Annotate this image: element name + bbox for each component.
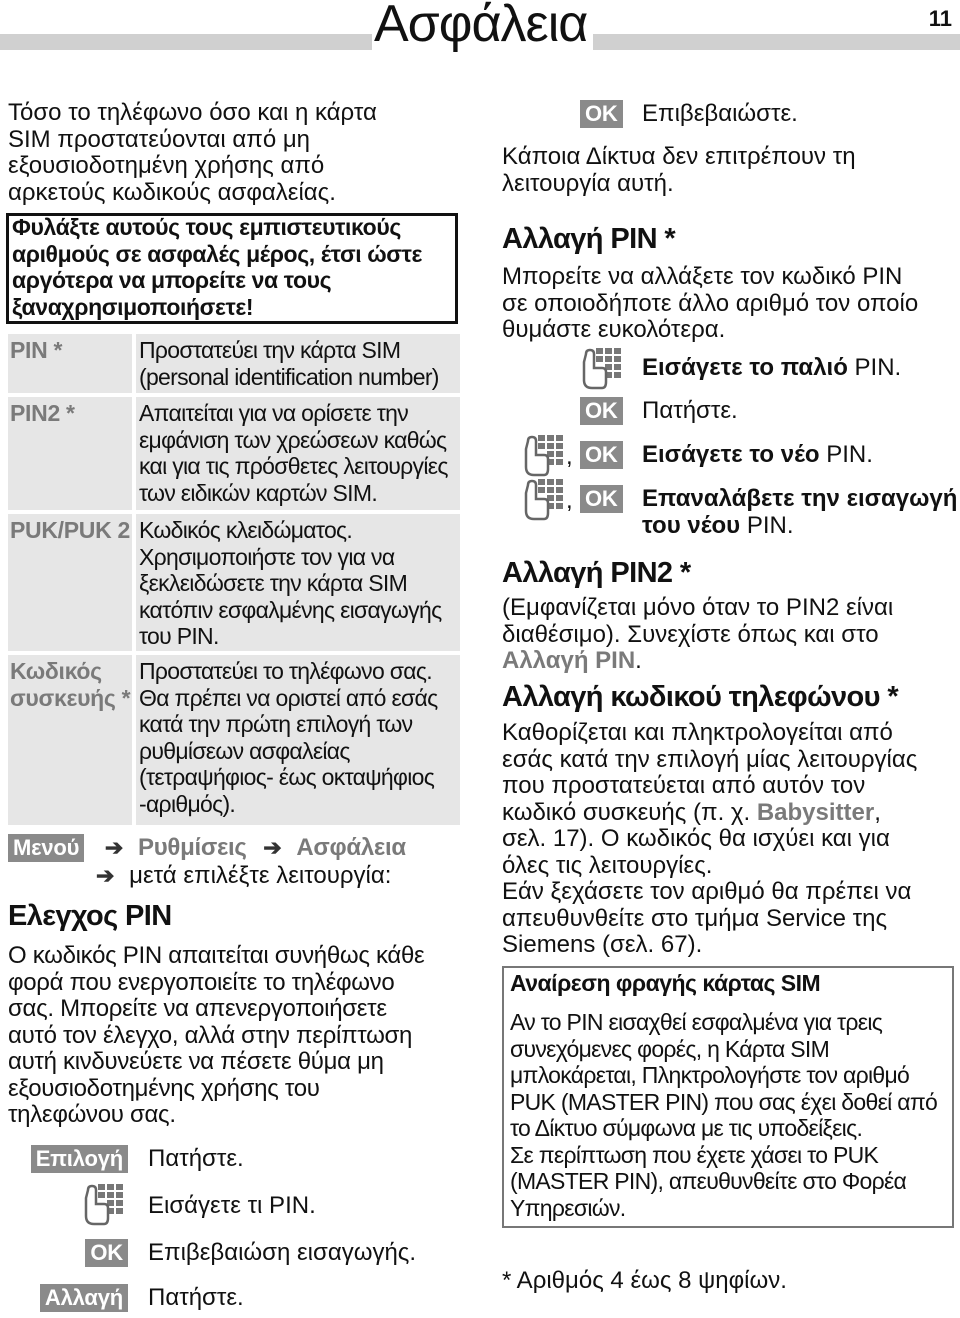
ok-softkey[interactable]: OK [580, 485, 623, 513]
ok-softkey-wrap [580, 441, 623, 469]
ok-softkey-wrap [85, 1239, 128, 1267]
page-number: 11 [928, 6, 952, 31]
menu-softkey[interactable]: Μενού [8, 834, 84, 862]
change-softkey[interactable]: Αλλαγή [40, 1284, 128, 1312]
ok-softkey-wrap [580, 485, 623, 513]
step-text: Επαναλάβετε την εισαγωγή του νέου PIN. [642, 485, 958, 539]
note-text: Φυλάξτε αυτούς τους εμπιστευτικούς αριθμούς σε ασφαλές μέρος, έτσι ώστε αργότερα να μπορείτε να τους ξαναχρησιμοποιήσετε! [12, 214, 422, 320]
intro-paragraph: Τόσο το τηλέφωνο όσο και η κάρτα SIM προστατεύονται από μη εξουσιοδοτημένη χρήσης από αρκετούς κωδικούς ασφαλείας. [8, 99, 377, 206]
step-text: Εισάγετε τι PIN. [148, 1192, 316, 1219]
option-softkey[interactable]: Επιλογή [31, 1145, 128, 1173]
step-text: Επιβεβαιώστε. [642, 100, 798, 127]
arrow-right-icon: ➔ [104, 835, 124, 860]
def-desc-puk: Κωδικός κλειδώματος. Χρησιμοποιήστε τον για να ξεκλειδώσετε την κάρτα SIM κατόπιν εσφαλμένης εισαγωγής του PIN. [139, 517, 442, 649]
step-text: Εισάγετε το νέο PIN. [642, 441, 873, 468]
comma: , [566, 487, 573, 514]
menu-path [8, 834, 406, 862]
menu-path-cont: ➔ μετά επιλέξτε λειτουργία: [96, 862, 392, 889]
keypad-icon [580, 346, 624, 390]
step-text: Πατήστε. [642, 397, 738, 424]
ok-softkey[interactable]: OK [580, 100, 623, 128]
change-softkey-wrap [40, 1284, 128, 1312]
sim-unlock-body: Αν το PIN εισαχθεί εσφαλμένα για τρεις συνεχόμενες φορές, η Κάρτα SIM μπλοκάρεται, Πληκτρολογήστε τον αριθμό PUK (MASTER PIN) που σας έχει δοθεί από το Δίκτυο σύμφωνα με τις υποδείξεις. Σε περίπτωση που έχετε χάσει το PUK (MASTER PIN), απευθυνθείτε στο Φορέα Υπηρεσιών. [510, 1009, 938, 1221]
settings-link[interactable]: Ρυθμίσεις [138, 834, 247, 861]
def-term-device-code: Κωδικός συσκευής * [10, 658, 131, 711]
ok-softkey[interactable]: OK [85, 1239, 128, 1267]
step-text: Εισάγετε το παλιό PIN. [642, 354, 902, 381]
def-desc-device-code: Προστατεύει το τηλέφωνο σας. Θα πρέπει να οριστεί από εσάς κατά την πρώτη επιλογή των ρυθμίσεων ασφαλείας (τετραψήφιος- έως οκταψήφιος -αριθμός). [139, 658, 438, 817]
pin-check-heading: Ελεγχος PIN [8, 900, 172, 932]
ok-softkey[interactable]: OK [580, 397, 623, 425]
step-text: Πατήστε. [148, 1145, 244, 1172]
pin-check-body: Ο κωδικός PIN απαιτείται συνήθως κάθε φορά που ενεργοποιείτε το τηλέφωνο σας. Μπορείτε να απενεργοποιήσετε αυτό τον έλεγχο, αλλά στην περίπτωση αυτή κινδυνεύετε να πέσετε θύμα μη εξουσιοδοτημένης χρήσης του τηλεφώνου σας. [8, 942, 425, 1128]
change-pin2-body: (Εμφανίζεται μόνο όταν το PIN2 είναι διαθέσιμο). Συνεχίστε όπως και στο Αλλαγή PIN. [502, 594, 894, 674]
keypad-icon [82, 1182, 126, 1226]
option-softkey-wrap [31, 1145, 128, 1173]
change-pin2-heading: Αλλαγή PIN2 * [502, 557, 691, 589]
ok-softkey-wrap [580, 100, 623, 128]
def-desc-pin: Προστατεύει την κάρτα SIM (personal identification number) [139, 337, 439, 390]
change-pin-body: Μπορείτε να αλλάξετε τον κωδικό PIN σε οποιοδήποτε άλλο αριθμό τον οποίο θυμάστε ευκολότερα. [502, 263, 919, 343]
page-title: Ασφάλεια [372, 0, 593, 54]
def-term-pin2: PIN2 * [10, 400, 75, 426]
change-code-heading: Αλλαγή κωδικού τηλεφώνου * [502, 681, 899, 713]
change-code-body: Καθορίζεται και πληκτρολογείται από εσάς κατά την επιλογή μίας λειτουργίας που προστατεύεται από αυτόν τον κωδικό συσκευής (π. χ. Babysitter, σελ. 17). Ο κωδικός θα ισχύει και για όλες τις λειτουργίες. Εάν ξεχάσετε τον αριθμό θα πρέπει να απευθυνθείτε στο τμήμα Service της Siemens (σελ. 67). [502, 719, 918, 958]
comma: , [566, 443, 573, 470]
step-text: Επιβεβαιώση εισαγωγής. [148, 1239, 417, 1266]
def-term-puk: PUK/PUK 2 [10, 517, 130, 543]
sim-unlock-title: Αναίρεση φραγής κάρτας SIM [510, 970, 821, 996]
babysitter-link[interactable]: Babysitter [756, 798, 875, 826]
def-desc-pin2: Απαιτείται για να ορίσετε την εμφάνιση των χρεώσεων καθώς και για τις πρόσθετες λειτουργίες των ειδικών καρτών SIM. [139, 400, 448, 506]
network-note: Κάποια Δίκτυα δεν επιτρέπουν τη λειτουργία αυτή. [502, 143, 856, 197]
ok-softkey[interactable]: OK [580, 441, 623, 469]
step-text: Πατήστε. [148, 1284, 244, 1311]
def-term-pin: PIN * [10, 337, 63, 363]
security-link[interactable]: Ασφάλεια [296, 834, 406, 861]
arrow-right-icon: ➔ [96, 863, 115, 888]
keypad-icon [522, 433, 566, 477]
change-pin-link[interactable]: Αλλαγή PIN [502, 647, 636, 674]
change-pin-heading: Αλλαγή PIN * [502, 223, 676, 255]
arrow-right-icon: ➔ [263, 835, 282, 860]
keypad-icon [522, 477, 566, 521]
ok-softkey-wrap [580, 397, 623, 425]
footnote: * Αριθμός 4 έως 8 ψηφίων. [502, 1267, 787, 1294]
